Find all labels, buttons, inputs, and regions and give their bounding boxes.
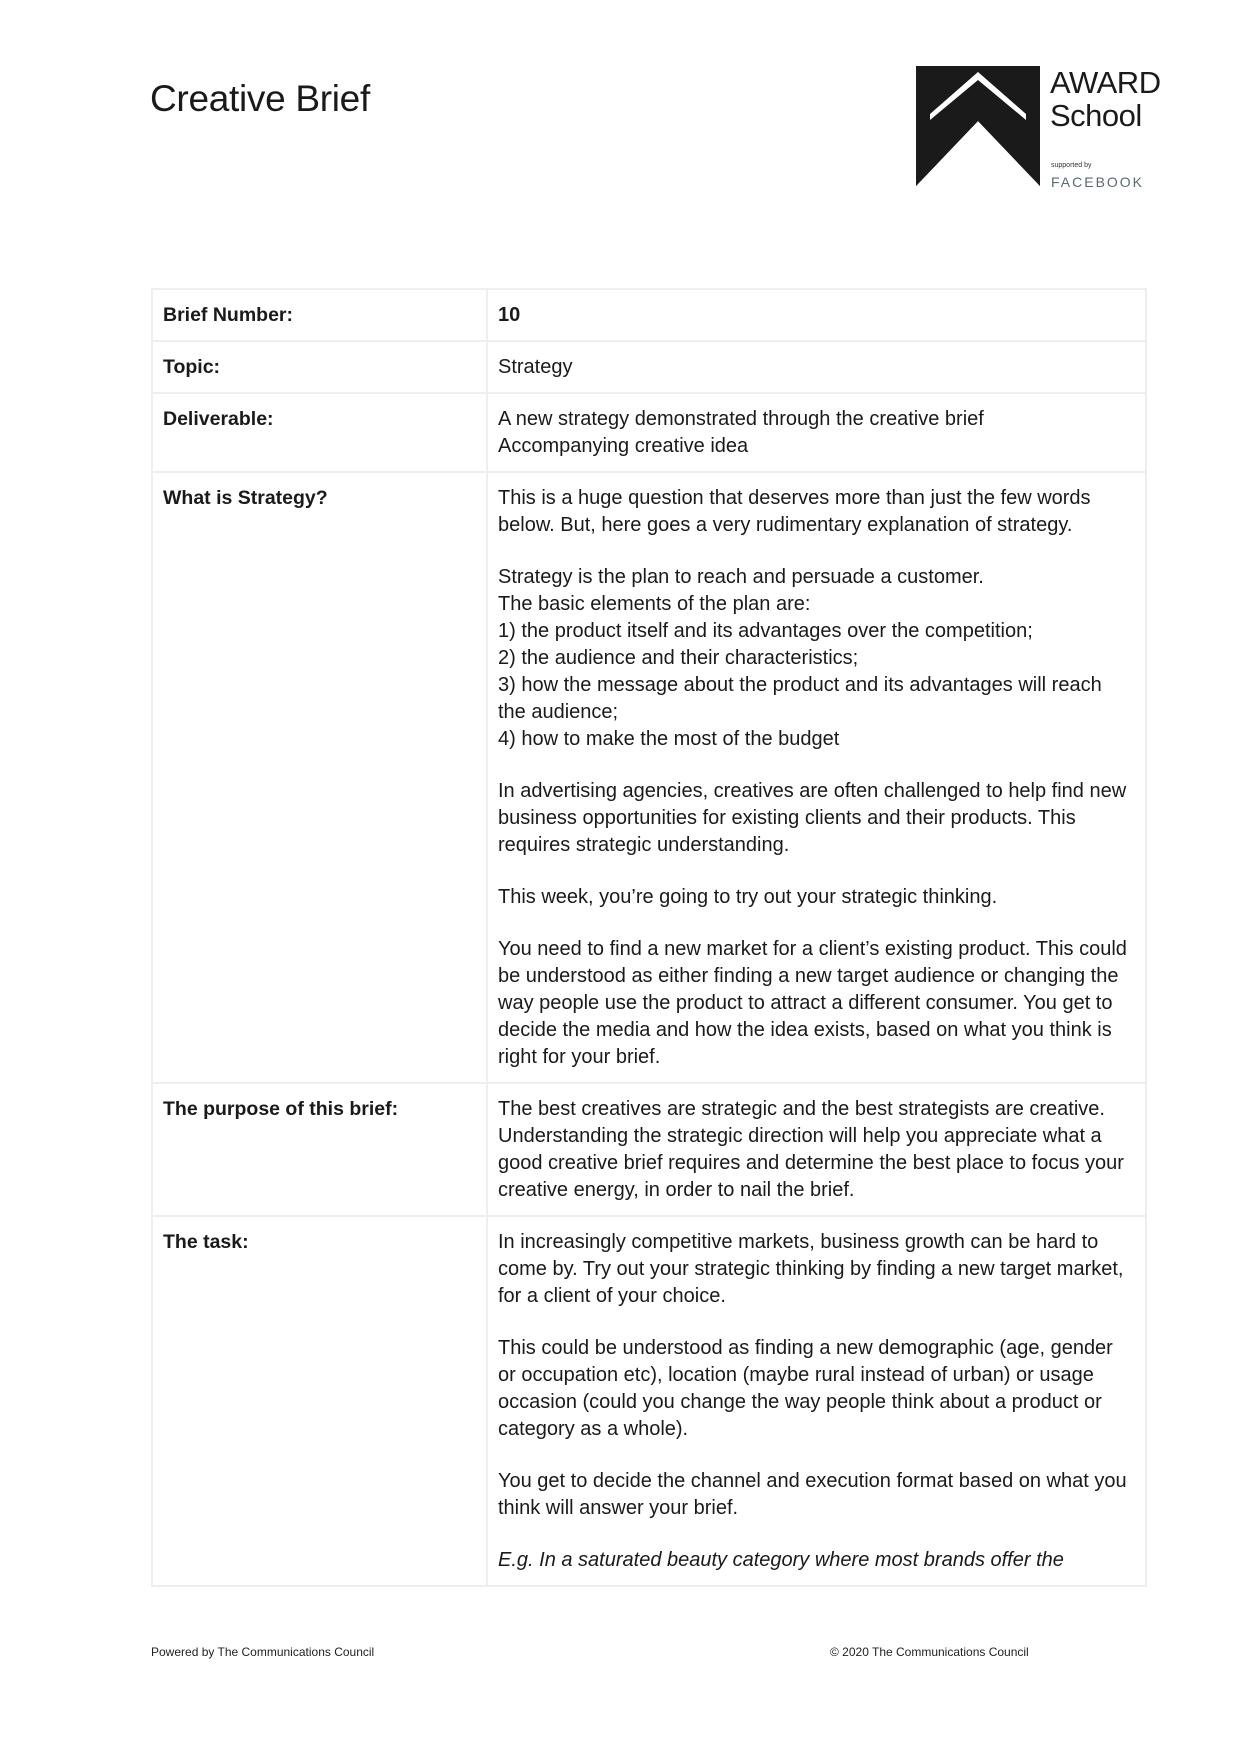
- brief-number-value: 10: [498, 304, 521, 326]
- row-label: The task:: [152, 1216, 487, 1586]
- paragraph: This week, you’re going to try out your strategic thinking.: [498, 886, 998, 908]
- row-label: Topic:: [152, 341, 487, 393]
- paragraph: In advertising agencies, creatives are often challenged to help find new business opportunities for existing clients and their products. This requires strategic understanding.: [498, 780, 1127, 856]
- row-value: [487, 289, 1146, 341]
- footer-copyright: © 2020 The Communications Council: [830, 1645, 1029, 1659]
- deliverable-line: A new strategy demonstrated through the creative brief: [498, 408, 984, 430]
- brief-table: [151, 288, 1147, 1587]
- list-item: 4) how to make the most of the budget: [498, 728, 840, 750]
- paragraph: This could be understood as finding a new demographic (age, gender or occupation etc), location (maybe rural instead of urban) or usage occasion (could you change the way people think about a product or category as a whole).: [498, 1337, 1113, 1440]
- row-value: [487, 1083, 1146, 1216]
- page-title: Creative Brief: [150, 78, 370, 119]
- table-row: [152, 289, 1146, 341]
- paragraph: The best creatives are strategic and the best strategists are creative. Understanding the strategic direction will help you appreciate what a good creative brief requires and determine the best place to focus your creative energy, in order to nail the brief.: [498, 1098, 1124, 1201]
- paragraph: In increasingly competitive markets, business growth can be hard to come by. Try out your strategic thinking by finding a new target market, for a client of your choice.: [498, 1231, 1124, 1307]
- deliverable-line: Accompanying creative idea: [498, 435, 749, 457]
- row-label: Brief Number:: [152, 289, 487, 341]
- row-value: [487, 472, 1146, 1083]
- table-row: [152, 1216, 1146, 1586]
- paragraph: You need to find a new market for a client’s existing product. This could be understood as either finding a new target audience or changing the way people use the product to attract a different consumer. You get to decide the media and how the idea exists, based on what you think is right for your brief.: [498, 938, 1127, 1068]
- example-paragraph: E.g. In a saturated beauty category where most brands offer the: [498, 1549, 1064, 1571]
- list-item: 2) the audience and their characteristics;: [498, 647, 859, 669]
- logo-line-school: School: [1050, 98, 1142, 133]
- paragraph: This is a huge question that deserves more than just the few words below. But, here goes a very rudimentary explanation of strategy.: [498, 487, 1091, 536]
- logo-line-award: AWARD: [1050, 65, 1161, 100]
- logo-partner: FACEBOOK: [1051, 174, 1145, 190]
- table-row: [152, 1083, 1146, 1216]
- table-row: [152, 393, 1146, 472]
- row-value: [487, 393, 1146, 472]
- row-value: [487, 341, 1146, 393]
- footer-powered-by: Powered by The Communications Council: [151, 1645, 375, 1659]
- table-row: [152, 341, 1146, 393]
- row-value: [487, 1216, 1146, 1586]
- logo-wordmark: [1050, 66, 1161, 132]
- paragraph-line: Strategy is the plan to reach and persuade a customer.: [498, 566, 984, 588]
- table-row: [152, 472, 1146, 1083]
- award-school-logo: [916, 66, 1176, 191]
- paragraph: You get to decide the channel and execution format based on what you think will answer your brief.: [498, 1470, 1127, 1519]
- paragraph: [498, 564, 1135, 753]
- topic-value: Strategy: [498, 356, 573, 378]
- list-item: 1) the product itself and its advantages over the competition;: [498, 620, 1033, 642]
- row-label: Deliverable:: [152, 393, 487, 472]
- row-label: What is Strategy?: [152, 472, 487, 1083]
- arrow-up-logo-icon: [916, 66, 1040, 186]
- row-label: The purpose of this brief:: [152, 1083, 487, 1216]
- list-item: 3) how the message about the product and its advantages will reach the audience;: [498, 674, 1102, 723]
- paragraph-line: The basic elements of the plan are:: [498, 593, 811, 615]
- logo-supported-by: supported by: [1051, 162, 1092, 169]
